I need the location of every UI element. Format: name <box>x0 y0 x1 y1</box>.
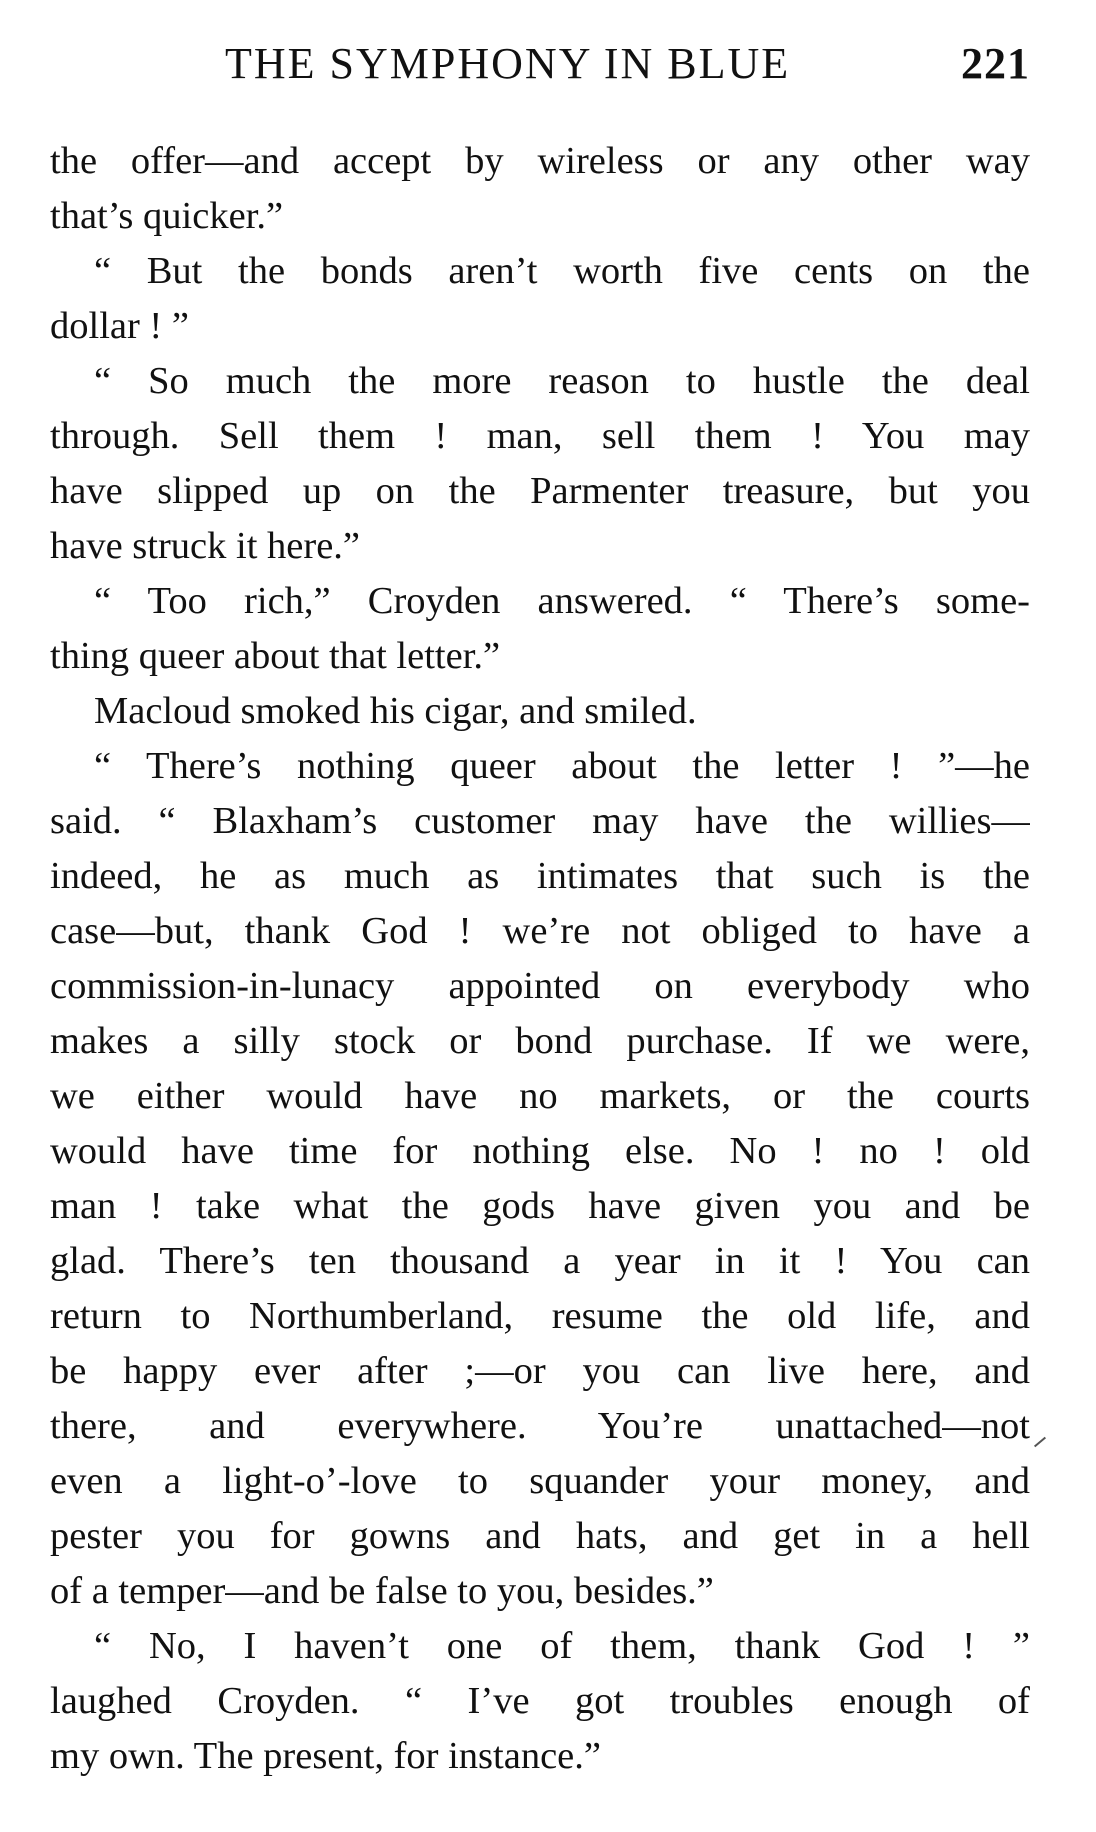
text-line: dollar ! ” <box>50 305 189 347</box>
text-line: we either would have no markets, or the courts <box>50 1075 1030 1117</box>
running-title: THE SYMPHONY IN BLUE <box>225 39 791 88</box>
text-line: man ! take what the gods have given you and be <box>50 1185 1030 1227</box>
text-line: have struck it here.” <box>50 525 360 567</box>
text-line: return to Northumberland, resume the old life, and <box>50 1295 1030 1337</box>
text-line: of a temper—and be false to you, besides.” <box>50 1570 714 1612</box>
text-line: pester you for gowns and hats, and get in a hell <box>50 1515 1030 1557</box>
text-line: said. “ Blaxham’s customer may have the willies— <box>50 800 1030 842</box>
text-line: glad. There’s ten thousand a year in it ! You can <box>50 1240 1030 1282</box>
text-line: “ So much the more reason to hustle the deal <box>94 360 1030 402</box>
text-line: that’s quicker.” <box>50 195 284 237</box>
text-line: even a light-o’-love to squander your money, and <box>50 1460 1030 1502</box>
text-line: be happy ever after ;—or you can live here, and <box>50 1350 1030 1392</box>
margin-pencil-mark <box>1034 1437 1046 1448</box>
text-line: the offer—and accept by wireless or any other way <box>50 140 1030 182</box>
running-head <box>50 38 1030 98</box>
text-line: my own. The present, for instance.” <box>50 1735 601 1777</box>
text-line: through. Sell them ! man, sell them ! You may <box>50 415 1030 457</box>
text-line: “ But the bonds aren’t worth five cents on the <box>94 250 1030 292</box>
text-line: laughed Croyden. “ I’ve got troubles enough of <box>50 1680 1030 1722</box>
text-line: “ No, I haven’t one of them, thank God ! ” <box>94 1625 1030 1667</box>
body-text <box>50 134 1030 1784</box>
text-line: commission-in-lunacy appointed on everybody who <box>50 965 1030 1007</box>
text-line: thing queer about that letter.” <box>50 635 501 677</box>
text-line: Macloud smoked his cigar, and smiled. <box>94 690 697 732</box>
text-line: would have time for nothing else. No ! no ! old <box>50 1130 1030 1172</box>
text-line: “ There’s nothing queer about the letter ! ”—he <box>94 745 1030 787</box>
page-number: 221 <box>961 39 1030 88</box>
text-line: have slipped up on the Parmenter treasure, but you <box>50 470 1030 512</box>
text-line: case—but, thank God ! we’re not obliged to have a <box>50 910 1030 952</box>
text-line: “ Too rich,” Croyden answered. “ There’s some- <box>94 580 1030 622</box>
text-line: indeed, he as much as intimates that such is the <box>50 855 1030 897</box>
text-line: there, and everywhere. You’re unattached—not <box>50 1405 1030 1447</box>
text-line: makes a silly stock or bond purchase. If we were, <box>50 1020 1030 1062</box>
